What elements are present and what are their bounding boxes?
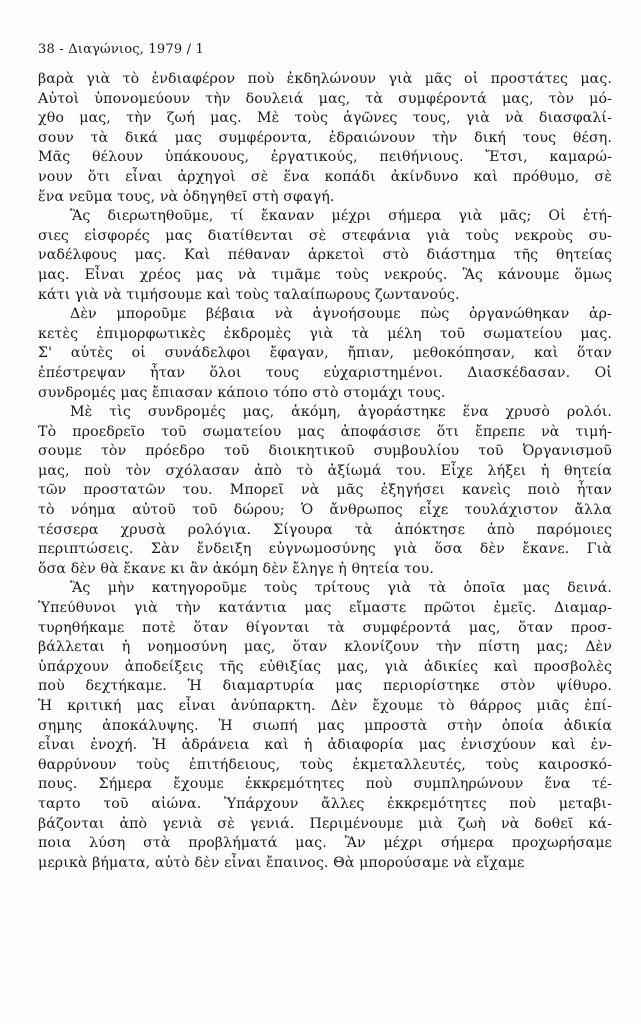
text-line: ὅσα δὲν θὰ ἔκανε κι ἂν ἀκόμη δὲν ἔληγε ἡ θητεία του. (38, 560, 435, 577)
text-line: Μὲ τὶς συνδρομές μας, ἀκόμη, ἀγοράστηκε ἕνα χρυσὸ ρολόι. (70, 404, 612, 421)
text-line: ὑπάρχουν ἀποδείξεις τῆς εὐθιξίας μας, γιὰ ἀδικίες καὶ προσβολὲς (38, 658, 612, 675)
text-line: Ἂς μὴν κατηγοροῦμε τοὺς τρίτους γιὰ τὰ ὁποῖα μας δεινά. (70, 580, 612, 597)
text-line: σουν τὰ δικά μας συμφέροντα, ἑδραιώνουν τὴν δική τους θέση. (38, 129, 612, 146)
text-line: Αὐτοὶ ὑπονομεύουν τὴν δουλειά μας, τὰ συμφέροντά μας, τὸν μό- (38, 90, 612, 107)
text-line: Ὑπεύθυνοι γιὰ τὴν κατάντια μας εἴμαστε πρῶτοι ἐμεῖς. Διαμαρ- (38, 600, 612, 617)
paragraph (38, 305, 612, 403)
text-line: ποια λύση στὰ προβλήματά μας. Ἂν μέχρι σήμερα προχωρήσαμε (38, 835, 612, 852)
text-line: βάλλεται ἡ νοημοσύνη μας, ὅταν κλονίζουν τὴν πίστη μας; Δὲν (38, 639, 612, 656)
text-line: ποὺ δεχτήκαμε. Ἡ διαμαρτυρία μας περιορίστηκε στὸν ψίθυρο. (38, 678, 612, 695)
text-line: ἐπέστρεψαν ἦταν ὅλοι τους εὐχαριστημένοι. Διασκέδασαν. Οἱ (38, 364, 612, 381)
text-line: Σ' αὐτὲς οἱ συνάδελφοι ἔφαγαν, ἤπιαν, μεθοκόπησαν, καὶ ὅταν (38, 345, 612, 362)
text-line: σιες εἰσφορές μας διατίθενται σὲ στεφάνια γιὰ τοὺς νεκροὺς συ- (38, 227, 612, 244)
text-line: πους. Σήμερα ἔχουμε ἐκκρεμότητες ποὺ συμπληρώνουν ἕνα τέ- (38, 776, 612, 793)
text-line: νουν ὅτι εἶναι ἀρχηγοὶ σὲ ἕνα κοπάδι ἀκίνδυνο καὶ πρόθυμο, σὲ (38, 168, 612, 185)
text-line: μας. Εἶναι χρέος μας νὰ τιμᾶμε τοὺς νεκρούς. Ἂς κάνουμε ὅμως (38, 266, 612, 283)
text-line: θαρρύνουν τοὺς ἐπιτήδειους, τοὺς ἐκμεταλλευτές, τοὺς καιροσκό- (38, 756, 612, 773)
running-head: 38 - Διαγώνιος, 1979 / 1 (38, 42, 205, 57)
text-line: περιπτώσεις. Σὰν ἔνδειξη εὐγνωμοσύνης γιὰ ὅσα δὲν ἔκανε. Γιὰ (38, 541, 612, 558)
text-line: Τὸ προεδρεῖο τοῦ σωματείου μας ἀποφάσισε ὅτι ἔπρεπε νὰ τιμή- (38, 423, 612, 440)
text-line: χθο μας, τὴν ζωή μας. Μὲ τοὺς ἀγῶνες τους, γιὰ νὰ διασφαλί- (38, 110, 612, 127)
paragraph (38, 207, 612, 305)
paragraph (38, 70, 612, 207)
text-line: ἕνα νεῦμα τους, νὰ ὁδηγηθεῖ στὴ σφαγή. (38, 188, 335, 205)
text-line: συνδρομές μας ἔπιασαν κάποιο τόπο στὸ στομάχι τους. (38, 384, 446, 401)
text-line: τέσσερα χρυσὰ ρολόγια. Σίγουρα τὰ ἀπόκτησε ἀπὸ παρόμοιες (38, 521, 612, 538)
text-line: ταρτο τοῦ αἰώνα. Ὑπάρχουν ἄλλες ἐκκρεμότητες ποὺ μεταβι- (38, 795, 612, 812)
text-line: βάζονται ἀπὸ γενιὰ σὲ γενιά. Περιμένουμε μιὰ ζωὴ νὰ δοθεῖ κά- (38, 815, 612, 832)
text-line: μερικὰ βήματα, αὐτὸ δὲν εἶναι ἔπαινος. Θὰ μπορούσαμε νὰ εἴχαμε (38, 854, 525, 871)
text-line: βαρὰ γιὰ τὸ ἐνδιαφέρον ποὺ ἐκδηλώνουν γιὰ μᾶς οἱ προστάτες μας. (38, 71, 612, 87)
text-line: ναδέλφους μας. Καὶ πέθαναν ἀρκετοὶ στὸ διάστημα τῆς θητείας (38, 247, 612, 264)
text-line: τῶν προστατῶν του. Μπορεῖ νὰ μᾶς ἐξηγήσει κανεὶς ποιὸ ἦταν (38, 482, 612, 499)
paragraph (38, 579, 612, 873)
text-line: τυρηθήκαμε ποτὲ ὅταν θίγονται τὰ συμφέροντά μας, ὅταν προσ- (38, 619, 612, 636)
body-text (38, 70, 612, 873)
text-line: σουμε τὸν πρόεδρο τοῦ διοικητικοῦ συμβουλίου τοῦ Ὀργανισμοῦ (38, 443, 612, 460)
text-line: κάτι γιὰ νὰ τιμήσουμε καὶ τοὺς ταλαίπωρους ζωντανούς. (38, 286, 460, 303)
paragraph (38, 403, 612, 579)
text-line: Ἂς διερωτηθοῦμε, τί ἔκαναν μέχρι σήμερα γιὰ μᾶς; Οἱ ἐτή- (70, 208, 612, 225)
text-line: σημης ἀποκάλυψης. Ἡ σιωπή μας μπροστὰ στὴν ὁποία ἀδικία (38, 717, 612, 734)
text-line: Δὲν μποροῦμε βέβαια νὰ ἀγνοήσουμε πὼς ὀργανώθηκαν ἀρ- (70, 306, 612, 323)
text-line: Ἡ κριτική μας εἶναι ἀνύπαρκτη. Δὲν ἔχουμε τὸ θάρρος μιᾶς ἐπί- (38, 698, 612, 714)
text-line: εἶναι ἐνοχή. Ἡ ἀδράνεια καὶ ἡ ἀδιαφορία μας ἐνισχύουν καὶ ἐν- (38, 737, 612, 754)
text-line: κετὲς ἐπιμορφωτικὲς ἐκδρομὲς γιὰ τὰ μέλη τοῦ σωματείου μας. (38, 325, 612, 342)
text-line: τὸ νόημα αὐτοῦ τοῦ δώρου; Ὁ ἄνθρωπος εἶχε τουλάχιστον ἄλλα (38, 502, 612, 519)
text-line: μας, ποὺ τὸν σχόλασαν ἀπὸ τὸ ἀξίωμά του. Εἶχε λήξει ἡ θητεία (38, 462, 612, 479)
text-line: Μᾶς θέλουν ὑπάκουους, ἐργατικούς, πειθήνιους. Ἔτσι, καμαρώ- (38, 149, 612, 166)
